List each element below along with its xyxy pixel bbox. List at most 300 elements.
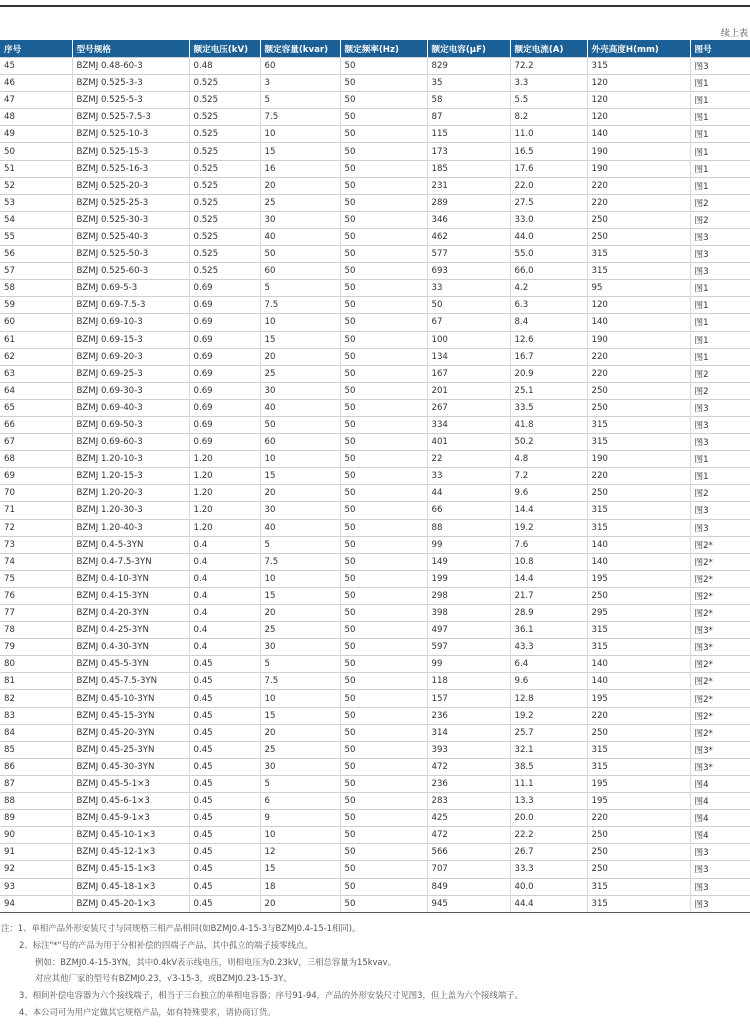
cell-seq: 73 bbox=[0, 536, 72, 553]
cell-voltage: 0.69 bbox=[189, 348, 260, 365]
cell-capacity: 30 bbox=[260, 382, 340, 399]
cell-seq: 72 bbox=[0, 519, 72, 536]
cell-capacitance: 849 bbox=[427, 878, 510, 895]
cell-height: 220 bbox=[587, 194, 690, 211]
cell-frequency: 50 bbox=[340, 519, 427, 536]
cell-model: BZMJ 0.45-9-1×3 bbox=[72, 810, 189, 827]
cell-height: 250 bbox=[587, 485, 690, 502]
cell-current: 27.5 bbox=[510, 194, 587, 211]
cell-current: 16.7 bbox=[510, 348, 587, 365]
cell-figure: 图3 bbox=[690, 263, 750, 280]
cell-frequency: 50 bbox=[340, 331, 427, 348]
cell-capacity: 5 bbox=[260, 280, 340, 297]
cell-figure: 图2 bbox=[690, 382, 750, 399]
cell-capacitance: 398 bbox=[427, 605, 510, 622]
cell-capacitance: 50 bbox=[427, 297, 510, 314]
cell-height: 315 bbox=[587, 741, 690, 758]
col-header-seq: 序号 bbox=[0, 40, 72, 58]
notes-prefix: 注： bbox=[1, 923, 18, 933]
cell-seq: 62 bbox=[0, 348, 72, 365]
cell-figure: 图3* bbox=[690, 758, 750, 775]
cell-model: BZMJ 0.4-7.5-3YN bbox=[72, 553, 189, 570]
cell-capacity: 10 bbox=[260, 827, 340, 844]
cell-model: BZMJ 0.525-5-3 bbox=[72, 92, 189, 109]
cell-frequency: 50 bbox=[340, 434, 427, 451]
cell-seq: 74 bbox=[0, 553, 72, 570]
cell-figure: 图3 bbox=[690, 895, 750, 912]
table-row bbox=[0, 228, 750, 245]
cell-model: BZMJ 0.4-10-3YN bbox=[72, 570, 189, 587]
cell-height: 120 bbox=[587, 297, 690, 314]
cell-capacitance: 35 bbox=[427, 75, 510, 92]
cell-capacitance: 100 bbox=[427, 331, 510, 348]
table-row bbox=[0, 297, 750, 314]
cell-model: BZMJ 0.69-40-3 bbox=[72, 399, 189, 416]
cell-figure: 图2* bbox=[690, 536, 750, 553]
cell-height: 140 bbox=[587, 536, 690, 553]
cell-height: 250 bbox=[587, 228, 690, 245]
cell-capacity: 5 bbox=[260, 656, 340, 673]
cell-frequency: 50 bbox=[340, 228, 427, 245]
cell-height: 295 bbox=[587, 605, 690, 622]
cell-seq: 88 bbox=[0, 793, 72, 810]
cell-figure: 图3 bbox=[690, 434, 750, 451]
cell-capacity: 20 bbox=[260, 177, 340, 194]
cell-voltage: 1.20 bbox=[189, 519, 260, 536]
cell-capacity: 40 bbox=[260, 399, 340, 416]
cell-current: 21.7 bbox=[510, 587, 587, 604]
cell-seq: 60 bbox=[0, 314, 72, 331]
cell-capacity: 5 bbox=[260, 775, 340, 792]
top-rule bbox=[0, 5, 750, 7]
cell-capacitance: 497 bbox=[427, 622, 510, 639]
cell-frequency: 50 bbox=[340, 143, 427, 160]
cell-model: BZMJ 0.45-20-3YN bbox=[72, 724, 189, 741]
cell-figure: 图4 bbox=[690, 793, 750, 810]
cell-height: 220 bbox=[587, 468, 690, 485]
cell-height: 315 bbox=[587, 246, 690, 263]
table-row bbox=[0, 810, 750, 827]
cell-capacity: 7.5 bbox=[260, 297, 340, 314]
cell-capacity: 25 bbox=[260, 365, 340, 382]
table-row bbox=[0, 416, 750, 433]
col-header-current: 额定电流(A) bbox=[510, 40, 587, 58]
cell-current: 6.3 bbox=[510, 297, 587, 314]
cell-current: 14.4 bbox=[510, 502, 587, 519]
cell-model: BZMJ 1.20-30-3 bbox=[72, 502, 189, 519]
cell-capacity: 25 bbox=[260, 622, 340, 639]
cell-model: BZMJ 1.20-15-3 bbox=[72, 468, 189, 485]
cell-current: 41.8 bbox=[510, 416, 587, 433]
cell-capacity: 16 bbox=[260, 160, 340, 177]
cell-seq: 48 bbox=[0, 109, 72, 126]
cell-model: BZMJ 0.69-15-3 bbox=[72, 331, 189, 348]
table-row bbox=[0, 707, 750, 724]
cell-frequency: 50 bbox=[340, 126, 427, 143]
cell-capacitance: 472 bbox=[427, 827, 510, 844]
cell-height: 315 bbox=[587, 895, 690, 912]
cell-seq: 81 bbox=[0, 673, 72, 690]
cell-current: 33.0 bbox=[510, 211, 587, 228]
cell-figure: 图1 bbox=[690, 143, 750, 160]
note-4: 4、本公司可为用户定做其它规格产品，如有特殊要求，请协商订货。 bbox=[19, 1006, 276, 1017]
cell-figure: 图2* bbox=[690, 673, 750, 690]
cell-current: 5.5 bbox=[510, 92, 587, 109]
cell-current: 55.0 bbox=[510, 246, 587, 263]
cell-seq: 94 bbox=[0, 895, 72, 912]
cell-seq: 76 bbox=[0, 587, 72, 604]
cell-capacity: 25 bbox=[260, 194, 340, 211]
cell-capacitance: 199 bbox=[427, 570, 510, 587]
cell-frequency: 50 bbox=[340, 758, 427, 775]
cell-frequency: 50 bbox=[340, 399, 427, 416]
cell-figure: 图2* bbox=[690, 605, 750, 622]
cell-height: 250 bbox=[587, 211, 690, 228]
cell-model: BZMJ 0.45-10-1×3 bbox=[72, 827, 189, 844]
cell-model: BZMJ 0.48-60-3 bbox=[72, 58, 189, 75]
cell-current: 19.2 bbox=[510, 519, 587, 536]
cell-seq: 83 bbox=[0, 707, 72, 724]
cell-voltage: 0.4 bbox=[189, 536, 260, 553]
cell-capacitance: 298 bbox=[427, 587, 510, 604]
cell-seq: 92 bbox=[0, 861, 72, 878]
table-row bbox=[0, 109, 750, 126]
cell-frequency: 50 bbox=[340, 844, 427, 861]
cell-seq: 59 bbox=[0, 297, 72, 314]
table-row bbox=[0, 246, 750, 263]
cell-figure: 图1 bbox=[690, 331, 750, 348]
cell-voltage: 0.525 bbox=[189, 263, 260, 280]
cell-figure: 图3 bbox=[690, 878, 750, 895]
cell-frequency: 50 bbox=[340, 673, 427, 690]
cell-voltage: 0.525 bbox=[189, 143, 260, 160]
cell-seq: 87 bbox=[0, 775, 72, 792]
table-row bbox=[0, 314, 750, 331]
cell-voltage: 1.20 bbox=[189, 468, 260, 485]
cell-capacity: 20 bbox=[260, 348, 340, 365]
cell-seq: 51 bbox=[0, 160, 72, 177]
cell-voltage: 0.45 bbox=[189, 861, 260, 878]
cell-capacity: 60 bbox=[260, 263, 340, 280]
cell-current: 25.1 bbox=[510, 382, 587, 399]
table-row bbox=[0, 553, 750, 570]
cell-capacity: 50 bbox=[260, 246, 340, 263]
table-row bbox=[0, 502, 750, 519]
cell-capacity: 7.5 bbox=[260, 109, 340, 126]
cell-frequency: 50 bbox=[340, 895, 427, 912]
cell-height: 250 bbox=[587, 382, 690, 399]
cell-model: BZMJ 0.69-10-3 bbox=[72, 314, 189, 331]
table-row bbox=[0, 656, 750, 673]
cell-seq: 49 bbox=[0, 126, 72, 143]
notes bbox=[0, 920, 750, 1021]
cell-capacitance: 829 bbox=[427, 58, 510, 75]
cell-height: 190 bbox=[587, 143, 690, 160]
cell-voltage: 0.45 bbox=[189, 775, 260, 792]
cell-capacity: 7.5 bbox=[260, 673, 340, 690]
cell-seq: 45 bbox=[0, 58, 72, 75]
cell-seq: 91 bbox=[0, 844, 72, 861]
cell-capacitance: 289 bbox=[427, 194, 510, 211]
cell-capacitance: 314 bbox=[427, 724, 510, 741]
cell-model: BZMJ 0.45-10-3YN bbox=[72, 690, 189, 707]
cell-voltage: 1.20 bbox=[189, 485, 260, 502]
cell-model: BZMJ 1.20-40-3 bbox=[72, 519, 189, 536]
cell-height: 220 bbox=[587, 365, 690, 382]
cell-seq: 63 bbox=[0, 365, 72, 382]
cell-model: BZMJ 0.45-20-1×3 bbox=[72, 895, 189, 912]
col-header-capacitance: 额定电容(μF) bbox=[427, 40, 510, 58]
cell-figure: 图1 bbox=[690, 126, 750, 143]
cell-figure: 图3 bbox=[690, 399, 750, 416]
table-row bbox=[0, 519, 750, 536]
cell-model: BZMJ 0.525-25-3 bbox=[72, 194, 189, 211]
cell-capacitance: 58 bbox=[427, 92, 510, 109]
cell-figure: 图3* bbox=[690, 639, 750, 656]
cell-height: 120 bbox=[587, 75, 690, 92]
cell-model: BZMJ 0.69-50-3 bbox=[72, 416, 189, 433]
cell-current: 8.4 bbox=[510, 314, 587, 331]
cell-capacitance: 334 bbox=[427, 416, 510, 433]
cell-capacity: 7.5 bbox=[260, 553, 340, 570]
cell-capacity: 15 bbox=[260, 143, 340, 160]
cell-height: 190 bbox=[587, 451, 690, 468]
cell-voltage: 0.69 bbox=[189, 399, 260, 416]
cell-capacity: 12 bbox=[260, 844, 340, 861]
cell-frequency: 50 bbox=[340, 177, 427, 194]
cell-capacity: 20 bbox=[260, 895, 340, 912]
cell-capacity: 30 bbox=[260, 502, 340, 519]
note-2: 2、标注"*"号的产品为用于分相补偿的四端子产品，其中孤立的端子接零线点。 bbox=[19, 939, 313, 950]
cell-capacitance: 44 bbox=[427, 485, 510, 502]
cell-model: BZMJ 0.45-5-1×3 bbox=[72, 775, 189, 792]
cell-height: 315 bbox=[587, 434, 690, 451]
cell-height: 315 bbox=[587, 622, 690, 639]
cell-figure: 图3 bbox=[690, 416, 750, 433]
cell-capacitance: 67 bbox=[427, 314, 510, 331]
cell-frequency: 50 bbox=[340, 639, 427, 656]
cell-capacity: 20 bbox=[260, 485, 340, 502]
cell-voltage: 0.525 bbox=[189, 75, 260, 92]
cell-figure: 图1 bbox=[690, 451, 750, 468]
cell-figure: 图3* bbox=[690, 622, 750, 639]
cell-capacity: 30 bbox=[260, 211, 340, 228]
cell-model: BZMJ 0.4-5-3YN bbox=[72, 536, 189, 553]
cell-figure: 图3 bbox=[690, 861, 750, 878]
cell-height: 140 bbox=[587, 673, 690, 690]
cell-seq: 65 bbox=[0, 399, 72, 416]
cell-capacity: 25 bbox=[260, 741, 340, 758]
cell-voltage: 0.525 bbox=[189, 246, 260, 263]
cell-capacity: 10 bbox=[260, 126, 340, 143]
cell-height: 250 bbox=[587, 587, 690, 604]
cell-model: BZMJ 0.525-40-3 bbox=[72, 228, 189, 245]
cell-capacitance: 462 bbox=[427, 228, 510, 245]
cell-current: 22.0 bbox=[510, 177, 587, 194]
cell-frequency: 50 bbox=[340, 348, 427, 365]
cell-voltage: 0.69 bbox=[189, 382, 260, 399]
cell-capacitance: 157 bbox=[427, 690, 510, 707]
cell-figure: 图1 bbox=[690, 280, 750, 297]
cell-capacity: 50 bbox=[260, 416, 340, 433]
cell-capacitance: 99 bbox=[427, 656, 510, 673]
cell-seq: 68 bbox=[0, 451, 72, 468]
cell-model: BZMJ 0.69-20-3 bbox=[72, 348, 189, 365]
cell-capacitance: 425 bbox=[427, 810, 510, 827]
table-row bbox=[0, 365, 750, 382]
cell-frequency: 50 bbox=[340, 485, 427, 502]
cell-capacitance: 201 bbox=[427, 382, 510, 399]
cell-height: 315 bbox=[587, 519, 690, 536]
cell-capacity: 10 bbox=[260, 314, 340, 331]
cell-seq: 86 bbox=[0, 758, 72, 775]
cell-voltage: 0.45 bbox=[189, 724, 260, 741]
cell-voltage: 1.20 bbox=[189, 451, 260, 468]
cell-capacity: 18 bbox=[260, 878, 340, 895]
cell-model: BZMJ 0.4-30-3YN bbox=[72, 639, 189, 656]
cell-frequency: 50 bbox=[340, 263, 427, 280]
cell-frequency: 50 bbox=[340, 741, 427, 758]
table-row bbox=[0, 690, 750, 707]
table-row bbox=[0, 143, 750, 160]
cell-height: 250 bbox=[587, 844, 690, 861]
cell-model: BZMJ 0.69-25-3 bbox=[72, 365, 189, 382]
cell-height: 220 bbox=[587, 348, 690, 365]
cell-frequency: 50 bbox=[340, 690, 427, 707]
cell-figure: 图3* bbox=[690, 741, 750, 758]
cell-capacitance: 283 bbox=[427, 793, 510, 810]
col-header-frequency: 额定频率(Hz) bbox=[340, 40, 427, 58]
table-row bbox=[0, 160, 750, 177]
table-row bbox=[0, 622, 750, 639]
cell-current: 43.3 bbox=[510, 639, 587, 656]
cell-current: 36.1 bbox=[510, 622, 587, 639]
cell-capacity: 5 bbox=[260, 92, 340, 109]
cell-figure: 图3 bbox=[690, 844, 750, 861]
cell-voltage: 0.4 bbox=[189, 639, 260, 656]
cell-seq: 67 bbox=[0, 434, 72, 451]
cell-height: 140 bbox=[587, 126, 690, 143]
cell-height: 120 bbox=[587, 109, 690, 126]
cell-capacity: 10 bbox=[260, 451, 340, 468]
cell-capacity: 9 bbox=[260, 810, 340, 827]
table-row bbox=[0, 861, 750, 878]
cell-model: BZMJ 0.45-5-3YN bbox=[72, 656, 189, 673]
cell-voltage: 0.69 bbox=[189, 280, 260, 297]
cell-figure: 图1 bbox=[690, 109, 750, 126]
cell-frequency: 50 bbox=[340, 451, 427, 468]
cell-voltage: 0.69 bbox=[189, 365, 260, 382]
cell-seq: 70 bbox=[0, 485, 72, 502]
table-row bbox=[0, 399, 750, 416]
cell-figure: 图1 bbox=[690, 160, 750, 177]
cell-figure: 图3 bbox=[690, 228, 750, 245]
cell-seq: 64 bbox=[0, 382, 72, 399]
cell-capacity: 40 bbox=[260, 228, 340, 245]
cell-figure: 图2* bbox=[690, 690, 750, 707]
cell-seq: 80 bbox=[0, 656, 72, 673]
cell-capacity: 15 bbox=[260, 331, 340, 348]
cell-voltage: 0.45 bbox=[189, 844, 260, 861]
table-row bbox=[0, 126, 750, 143]
cell-capacitance: 472 bbox=[427, 758, 510, 775]
cell-voltage: 0.4 bbox=[189, 570, 260, 587]
cell-height: 315 bbox=[587, 58, 690, 75]
table-row bbox=[0, 468, 750, 485]
cell-capacitance: 401 bbox=[427, 434, 510, 451]
cell-frequency: 50 bbox=[340, 724, 427, 741]
cell-capacity: 40 bbox=[260, 519, 340, 536]
cell-frequency: 50 bbox=[340, 280, 427, 297]
table-row bbox=[0, 348, 750, 365]
cell-current: 4.2 bbox=[510, 280, 587, 297]
cell-current: 32.1 bbox=[510, 741, 587, 758]
cell-model: BZMJ 0.525-3-3 bbox=[72, 75, 189, 92]
cell-current: 10.8 bbox=[510, 553, 587, 570]
cell-capacity: 15 bbox=[260, 587, 340, 604]
cell-capacitance: 87 bbox=[427, 109, 510, 126]
cell-figure: 图4 bbox=[690, 827, 750, 844]
cell-seq: 79 bbox=[0, 639, 72, 656]
cell-capacitance: 22 bbox=[427, 451, 510, 468]
cell-voltage: 0.48 bbox=[189, 58, 260, 75]
table-row bbox=[0, 741, 750, 758]
cell-current: 14.4 bbox=[510, 570, 587, 587]
cell-height: 195 bbox=[587, 570, 690, 587]
cell-voltage: 0.525 bbox=[189, 92, 260, 109]
table-row bbox=[0, 775, 750, 792]
table-row bbox=[0, 639, 750, 656]
cell-height: 315 bbox=[587, 878, 690, 895]
table-row bbox=[0, 673, 750, 690]
cell-height: 315 bbox=[587, 758, 690, 775]
cell-frequency: 50 bbox=[340, 793, 427, 810]
table-row bbox=[0, 75, 750, 92]
cell-voltage: 0.45 bbox=[189, 758, 260, 775]
cell-figure: 图2* bbox=[690, 587, 750, 604]
table-row bbox=[0, 827, 750, 844]
cell-current: 38.5 bbox=[510, 758, 587, 775]
cell-voltage: 0.525 bbox=[189, 160, 260, 177]
cell-current: 17.6 bbox=[510, 160, 587, 177]
cell-capacitance: 231 bbox=[427, 177, 510, 194]
cell-height: 140 bbox=[587, 314, 690, 331]
table-row bbox=[0, 587, 750, 604]
cell-frequency: 50 bbox=[340, 502, 427, 519]
cell-capacity: 15 bbox=[260, 861, 340, 878]
cell-current: 22.2 bbox=[510, 827, 587, 844]
cell-height: 220 bbox=[587, 810, 690, 827]
col-header-figure: 图号 bbox=[690, 40, 750, 58]
cell-seq: 89 bbox=[0, 810, 72, 827]
cell-model: BZMJ 1.20-20-3 bbox=[72, 485, 189, 502]
cell-seq: 58 bbox=[0, 280, 72, 297]
cell-seq: 56 bbox=[0, 246, 72, 263]
cell-figure: 图1 bbox=[690, 468, 750, 485]
cell-frequency: 50 bbox=[340, 810, 427, 827]
cell-voltage: 0.4 bbox=[189, 553, 260, 570]
cell-frequency: 50 bbox=[340, 827, 427, 844]
cell-figure: 图1 bbox=[690, 92, 750, 109]
cell-voltage: 0.525 bbox=[189, 126, 260, 143]
cell-frequency: 50 bbox=[340, 194, 427, 211]
table-row bbox=[0, 878, 750, 895]
cell-capacity: 30 bbox=[260, 758, 340, 775]
cell-model: BZMJ 0.525-30-3 bbox=[72, 211, 189, 228]
table-row bbox=[0, 382, 750, 399]
cell-model: BZMJ 0.525-7.5-3 bbox=[72, 109, 189, 126]
cell-height: 195 bbox=[587, 690, 690, 707]
